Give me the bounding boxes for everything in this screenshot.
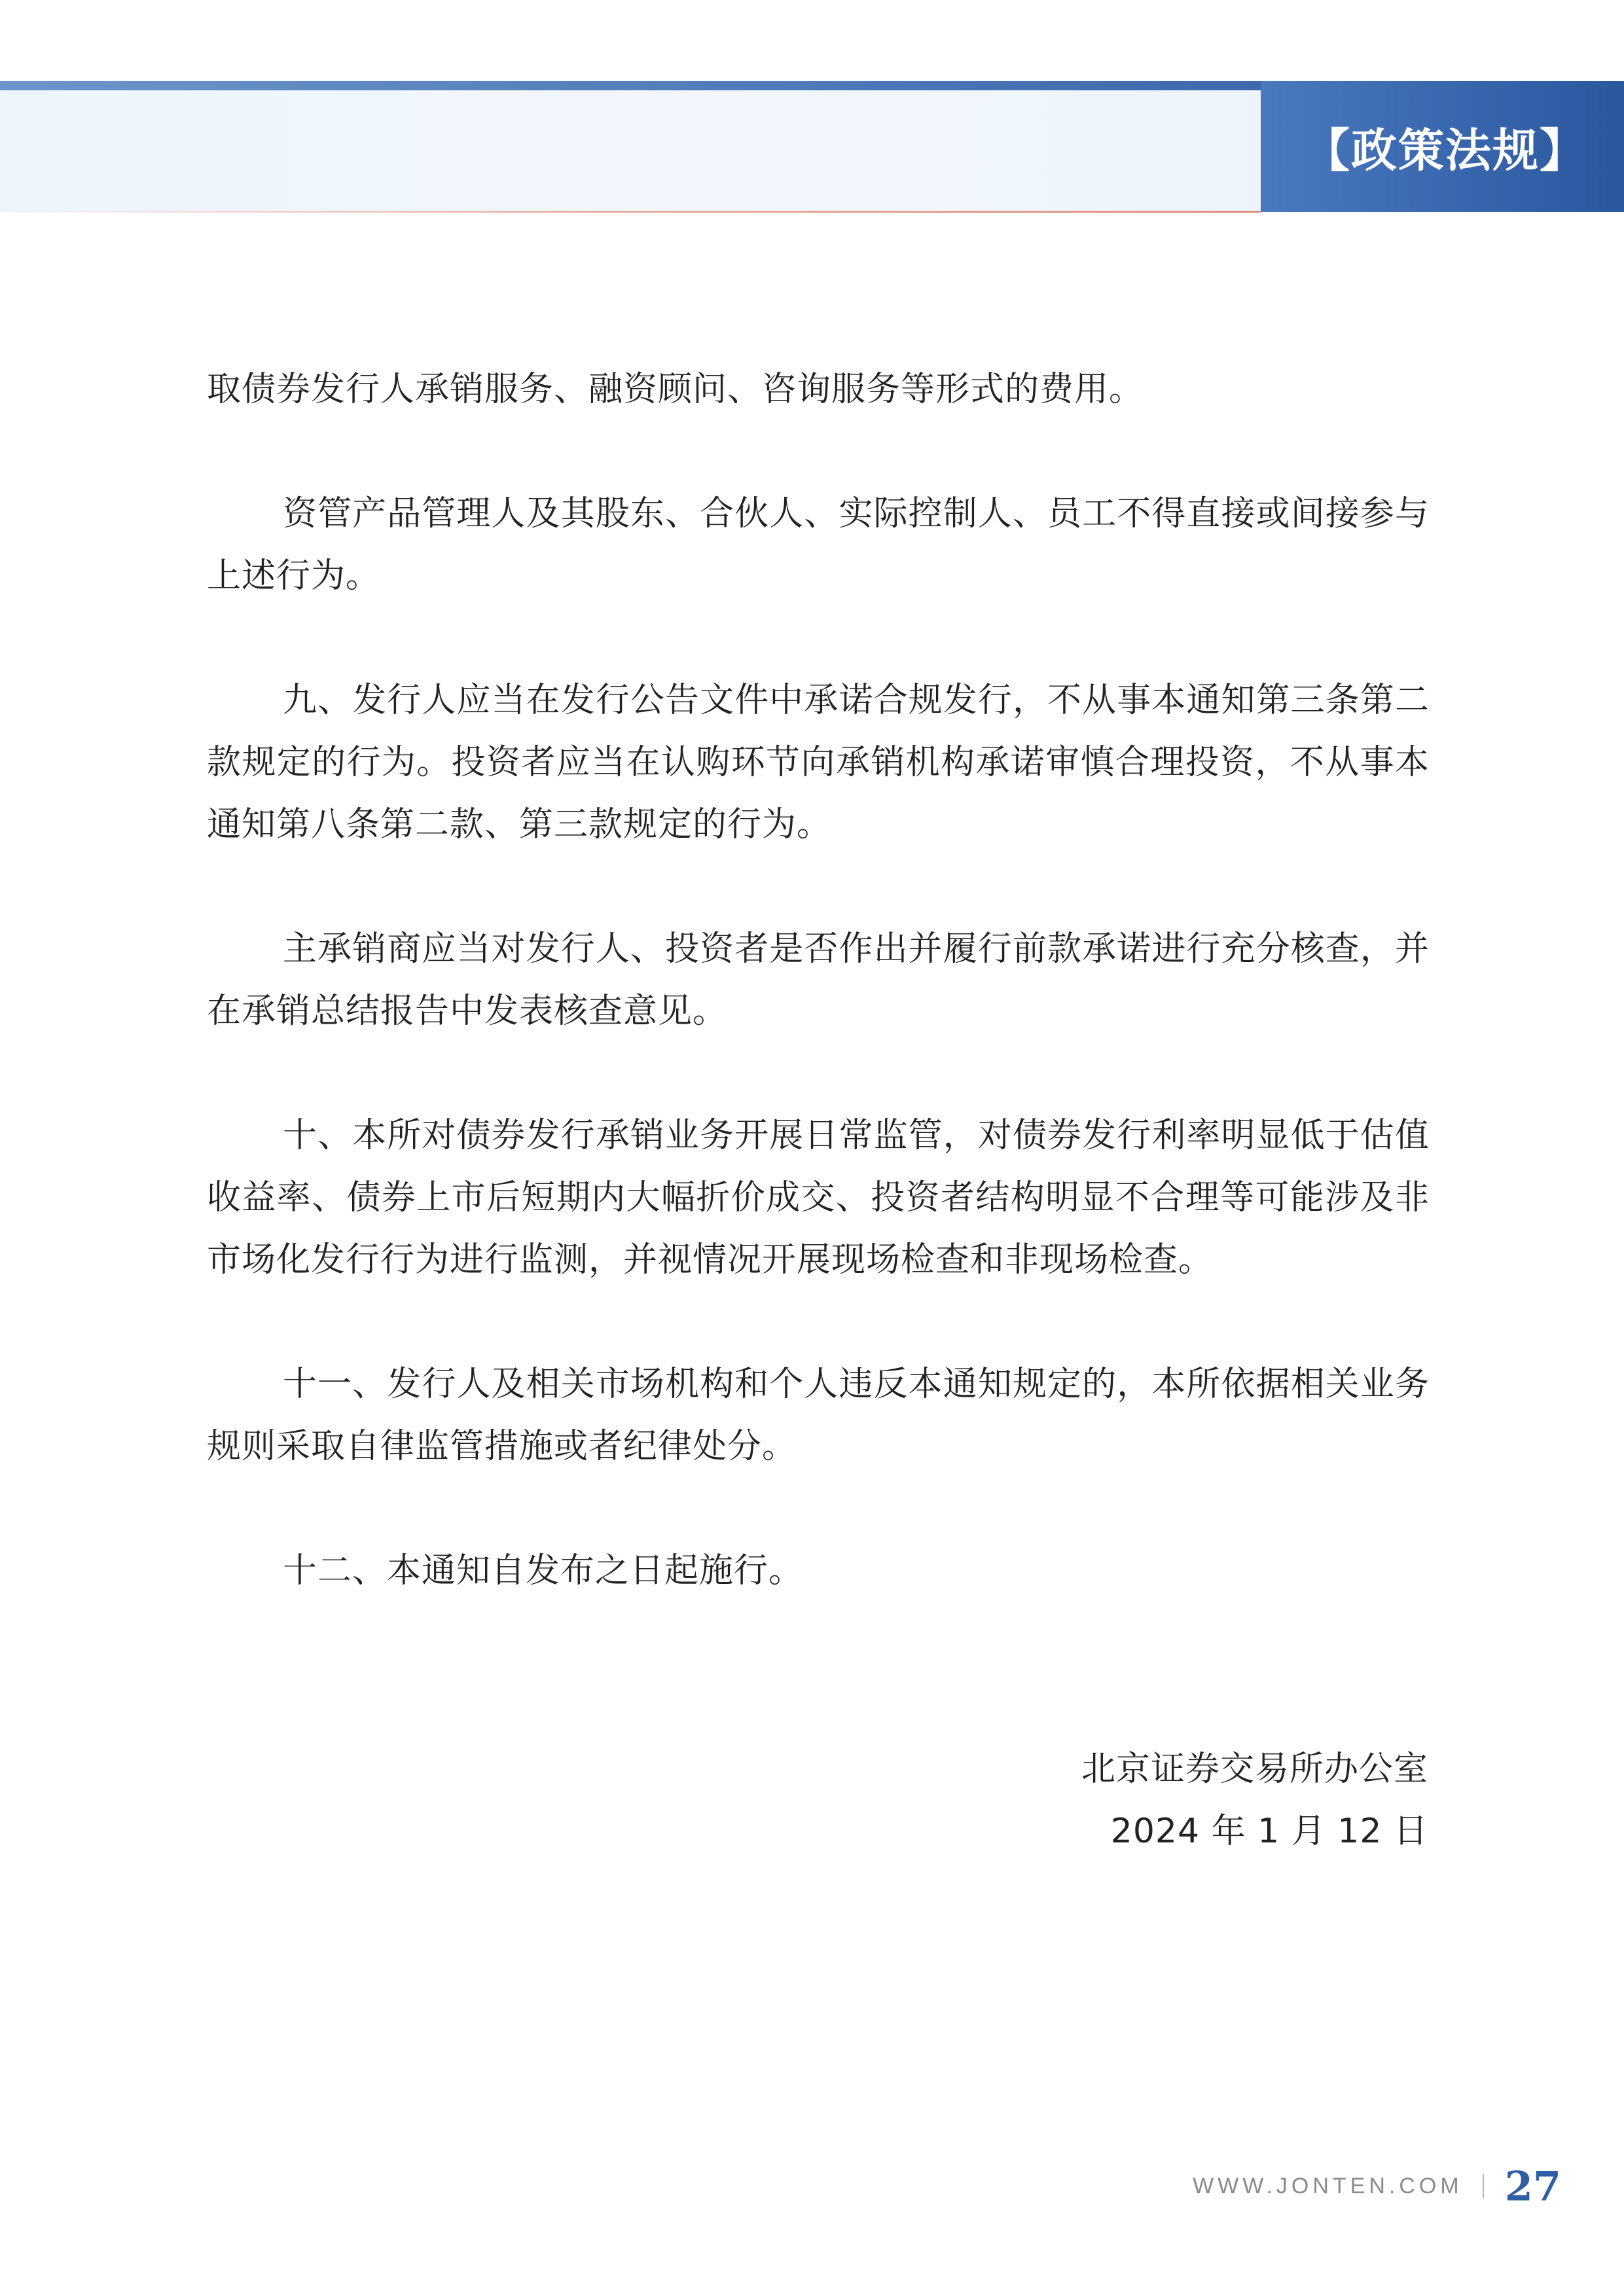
footer-website: WWW.JONTEN.COM (1193, 2173, 1463, 2198)
page-footer (1193, 2160, 1561, 2212)
section-label: 【政策法规】 (1304, 122, 1587, 177)
paragraph-article-10: 十、本所对债券发行承销业务开展日常监管，对债券发行利率明显低于估值收益率、债券上市后短期内大幅折价成交、投资者结构明显不合理等可能涉及非市场化发行行为进行监测，并视情况开展现场检查和非现场检查。 (207, 1116, 1430, 1280)
signature-block (916, 1738, 1428, 1863)
page-number: 27 (1504, 2162, 1561, 2210)
header-band (0, 90, 1261, 212)
paragraph-article-11: 十一、发行人及相关市场机构和个人违反本通知规定的，本所依据相关业务规则采取自律监管措施或者纪律处分。 (207, 1365, 1430, 1466)
paragraph: 资管产品管理人及其股东、合伙人、实际控制人、员工不得直接或间接参与上述行为。 (207, 494, 1430, 596)
header-underline (0, 211, 1261, 213)
document-body (207, 359, 1430, 1664)
paragraph-article-9: 九、发行人应当在发行公告文件中承诺合规发行，不从事本通知第三条第二款规定的行为。投资者应当在认购环节向承销机构承诺审慎合理投资，不从事本通知第八条第二款、第三款规定的行为。 (207, 681, 1430, 844)
paragraph: 主承销商应当对发行人、投资者是否作出并履行前款承诺进行充分核查，并在承销总结报告中发表核查意见。 (207, 929, 1430, 1031)
issuer-name: 北京证券交易所办公室 (1081, 1749, 1428, 1789)
paragraph-article-12: 十二、本通知自发布之日起施行。 (283, 1551, 804, 1590)
section-tab (1261, 81, 1624, 212)
footer-divider (1483, 2174, 1484, 2198)
paragraph-continuation: 取债券发行人承销服务、融资顾问、咨询服务等形式的费用。 (207, 370, 1144, 409)
header-top-rule (0, 81, 1261, 90)
issue-date: 2024 年 1 月 12 日 (1110, 1812, 1428, 1851)
